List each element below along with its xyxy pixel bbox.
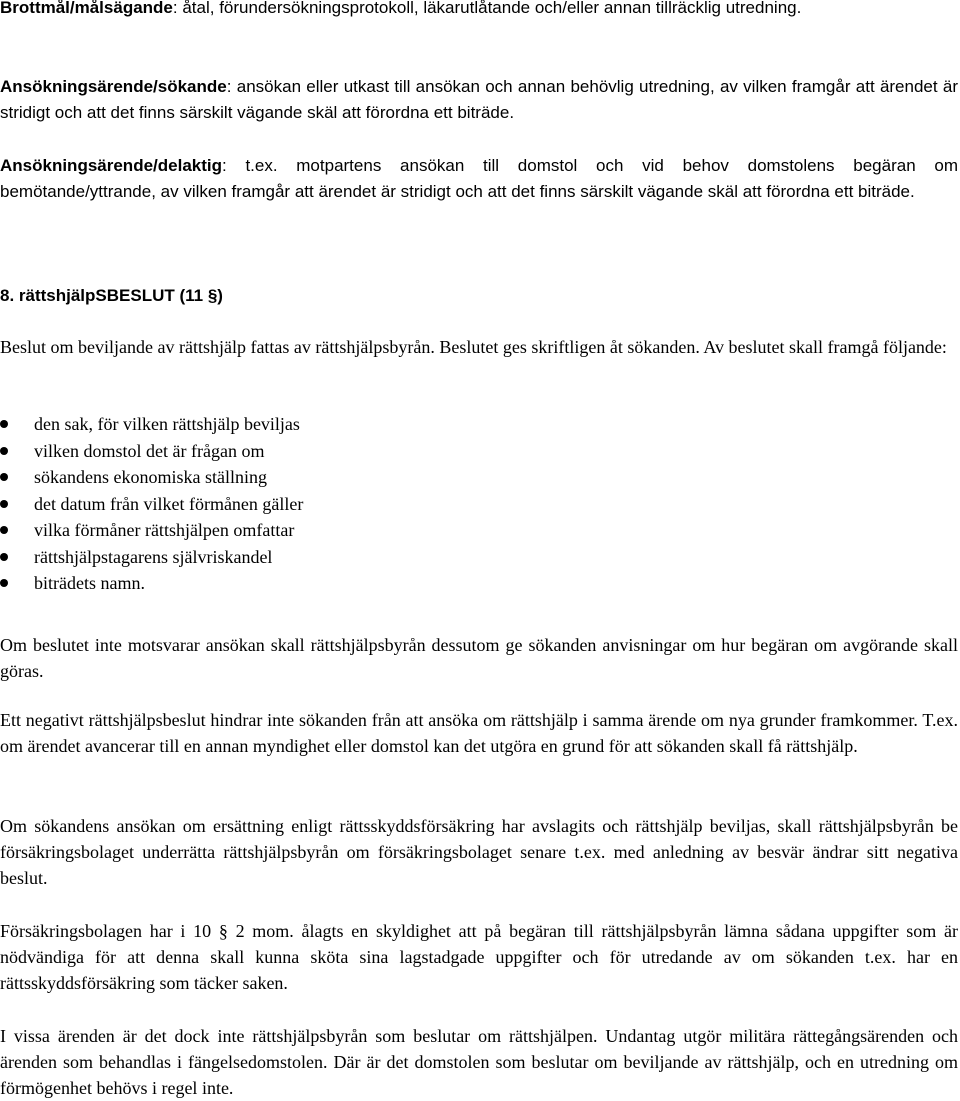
- decision-contents-list: [0, 411, 303, 597]
- bullet-icon: [0, 553, 8, 561]
- paragraph-negativt-beslut: Ett negativt rättshjälpsbeslut hindrar inte sökanden från att ansöka om rättshjälp i samma ärende om nya grunder framkommer. T.ex. om ärendet avancerar till en annan myndighet eller domstol kan det utgöra en grund för att sökanden skall få rättshjälp.: [0, 710, 958, 756]
- bullet-icon: [0, 447, 8, 455]
- list-item: vilka förmåner rättshjälpen omfattar: [0, 517, 303, 544]
- label-separator: :: [226, 77, 237, 96]
- paragraph-anvisningar: Om beslutet inte motsvarar ansökan skall rättshjälpsbyrån dessutom ge sökanden anvisningar om hur begäran om avgörande skall göras.: [0, 635, 958, 681]
- paragraph-text: ansökan eller utkast till ansökan och annan behövlig utredning, av vilken framgår att ärendet är stridigt och att det finns särskilt vägande skäl att förordna ett biträde.: [0, 77, 958, 122]
- bullet-icon: [0, 500, 8, 508]
- paragraph-undantag: I vissa ärenden är det dock inte rättshjälpsbyrån som beslutar om rättshjälpen. Undantag utgör militära rättegångsärenden och ärenden som behandlas i fängelsedomstolen. Där är det domstolen som beslutar om beviljande av rättshjälp, och en utredning om förmögenhet behövs i regel inte.: [0, 1026, 958, 1098]
- paragraph-text: åtal, förundersökningsprotokoll, läkarutlåtande och/eller annan tillräcklig utredning.: [182, 0, 802, 17]
- paragraph-ansokning-sokande: [0, 74, 958, 126]
- list-item: vilken domstol det är frågan om: [0, 438, 303, 465]
- list-item: det datum från vilket förmånen gäller: [0, 491, 303, 518]
- bullet-icon: [0, 526, 8, 534]
- bullet-icon: [0, 473, 8, 481]
- list-item: den sak, för vilken rättshjälp beviljas: [0, 411, 303, 438]
- paragraph-brottmal: [0, 0, 958, 21]
- paragraph-forsakringsbolag: Försäkringsbolagen har i 10 § 2 mom. ålagts en skyldighet att på begäran till rättshjälpsbyrån lämna sådana uppgifter som är nödvändiga för att denna skall kunna sköta sina lagstadgade uppgifter och för utredande av om sökanden t.ex. har en rättsskyddsförsäkring som täcker saken.: [0, 921, 958, 993]
- label-ansokning-sokande: Ansökningsärende/sökande: [0, 77, 227, 96]
- list-item: rättshjälpstagarens självriskandel: [0, 544, 303, 571]
- paragraph-text: t.ex. motpartens ansökan till domstol och vid behov domstolens begäran om bemötande/yttrande, av vilken framgår att ärendet är stridigt och att det finns särskilt vägande skäl att förordna ett biträde.: [0, 156, 958, 201]
- paragraph-ansokning-delaktig: [0, 153, 958, 205]
- label-brottmal: Brottmål/målsägande: [0, 0, 173, 17]
- list-item: sökandens ekonomiska ställning: [0, 464, 303, 491]
- paragraph-intro: Beslut om beviljande av rättshjälp fattas av rättshjälpsbyrån. Beslutet ges skriftligen åt sökanden. Av beslutet skall framgå följande:: [0, 337, 947, 357]
- bullet-icon: [0, 579, 8, 587]
- paragraph-rattsskydd: Om sökandens ansökan om ersättning enligt rättsskyddsförsäkring har avslagits och rättshjälp beviljas, skall rättshjälpsbyrån be försäkringsbolaget underrätta rättshjälpsbyrån om försäkringsbolaget senare t.ex. med anledning av besvär ändrar sitt negativa beslut.: [0, 816, 958, 888]
- section-heading: 8. rättshjälpSBESLUT (11 §): [0, 286, 223, 305]
- label-separator: :: [172, 0, 183, 17]
- bullet-icon: [0, 420, 8, 428]
- label-separator: :: [222, 156, 246, 175]
- list-item: biträdets namn.: [0, 570, 303, 597]
- label-ansokning-delaktig: Ansökningsärende/delaktig: [0, 156, 222, 175]
